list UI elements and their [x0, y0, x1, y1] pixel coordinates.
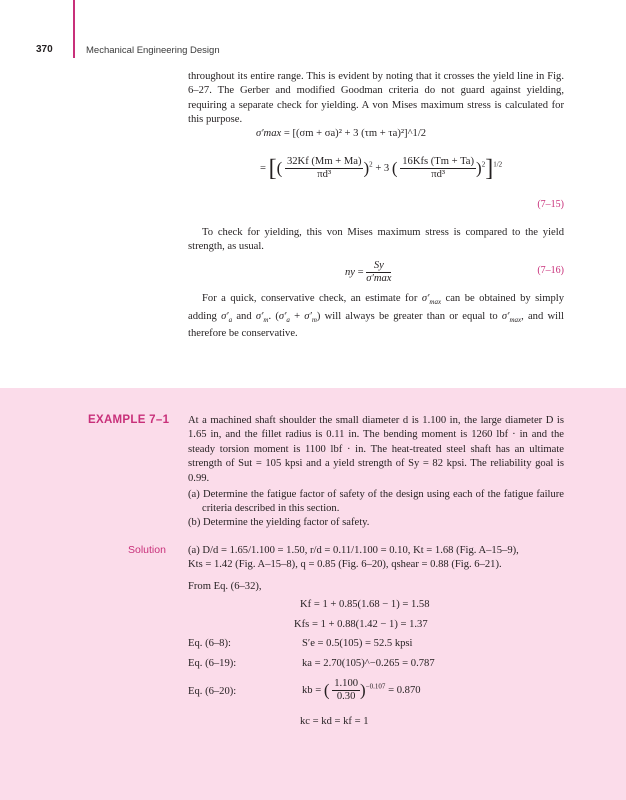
check-paragraph: To check for yielding, this von Mises maximum stress is compared to the yield strength, as usual. [188, 227, 564, 253]
running-title: Mechanical Engineering Design [86, 45, 220, 56]
kfs-equation: Kfs = 1 + 0.88(1.42 − 1) = 1.37 [294, 619, 428, 630]
example-part-a: (a) Determine the fatigue factor of safety of the design using each of the fatigue failure criteria described in this section. [188, 489, 564, 515]
eq-6-20-rhs: = 0.870 [388, 684, 421, 696]
eq-6-19-label: Eq. (6–19): [188, 658, 237, 669]
example-part-b: (b) Determine the yielding factor of safety. [188, 517, 370, 528]
vm-equation-line1: σ′max = [(σm + σa)² + 3 (τm + τa)²]^1/2 [256, 128, 427, 139]
ny-equation: ny = $\frac{Sy}{\sigma'\max}$ [345, 260, 392, 284]
ny-fraction: $\frac{Sy}{\sigma'\max}$ [366, 260, 392, 284]
from-eq-6-32: From Eq. (6–32), [188, 581, 262, 592]
eq-6-20-fraction: $\frac{1.100}{0.30}$ [334, 678, 359, 702]
eq-6-8: S′e = 0.5(105) = 52.5 kpsi [302, 638, 413, 649]
ny-lhs: ny [345, 266, 355, 278]
vm2-term1-fraction: $\frac{32Kf (Mm + Ma)}{\text{πd³}}$ [286, 156, 362, 180]
intro-paragraph: throughout its entire range. This is evident by noting that it crosses the yield line in Fig. 6–27. The Gerber and modified Goodman criteria do not guard against yielding, requiring a separate check for yielding. A von Mises maximum stress is calculated for this purpose. [188, 71, 564, 126]
equation-number-7-16: (7–16) [537, 265, 564, 276]
kf-equation: Kf = 1 + 0.85(1.68 − 1) = 1.58 [300, 599, 430, 610]
eq-6-20-lhs: kb = [302, 684, 322, 696]
example-statement: At a machined shaft shoulder the small diameter d is 1.100 in, the large diameter D is 1.65 in, and the fillet radius is 0.11 in. The bending moment is 1260 lbf · in and the steady torsion moment is 1100 lbf · in. The heat-treated steel shaft has an ultimate strength of Sut = 105 kpsi and a yield strength of Sy = 82 kpsi. The reliability goal is 0.99. [188, 415, 564, 484]
quick-check-paragraph: For a quick, conservative check, an estimate for $\sigma'_{max}$ can be obtained by simply adding $\sigma'_a$ and $\sigma'_m$. $(\sigma'_a + \sigma'_m)$ will always be greater than or equal to $\sigma'_{max}$, and will therefore be conservative. [188, 293, 564, 340]
page-number: 370 [36, 44, 53, 55]
eq-6-19: ka = 2.70(105)^−0.265 = 0.787 [302, 658, 435, 669]
equation-number-7-15: (7–15) [537, 199, 564, 210]
vm-equation-line2: = [( $\frac{32Kf (Mm + Ma)}{\text{πd³}}$ )$^2$ + 3 ( $\frac{\text{16Kfs (Tm + Ta)}}{\text{πd³}}$ )$^2$]$^{1/2}$ [260, 155, 503, 182]
eq-6-20: kb = ( $\frac{1.100}{0.30}$ )$^{-0.107}$ = 0.870 [302, 678, 421, 702]
example-label: EXAMPLE 7–1 [88, 414, 170, 426]
vm2-term2-fraction: $\frac{\text{16Kfs (Tm + Ta)}}{\text{πd³}}$ [402, 156, 475, 180]
solution-line2: Kts = 1.42 (Fig. A–15–8), q = 0.85 (Fig. 6–20), qshear = 0.88 (Fig. 6–21). [188, 559, 502, 570]
eq-6-20-label: Eq. (6–20): [188, 686, 237, 697]
vm1-rhs: [(σm + σa)² + 3 (τm + τa)²]^1/2 [292, 128, 427, 139]
solution-label: Solution [128, 544, 166, 556]
vm1-lhs: σ′max [256, 128, 282, 139]
eq-6-8-label: Eq. (6–8): [188, 638, 231, 649]
eq-6-20-exponent: −0.107 [365, 682, 386, 691]
kc-kd-kf-equation: kc = kd = kf = 1 [300, 716, 369, 727]
solution-line1: (a) D/d = 1.65/1.100 = 1.50, r/d = 0.11/1.100 = 0.10, Kt = 1.68 (Fig. A–15–9), [188, 545, 519, 556]
header-rule [73, 0, 75, 58]
